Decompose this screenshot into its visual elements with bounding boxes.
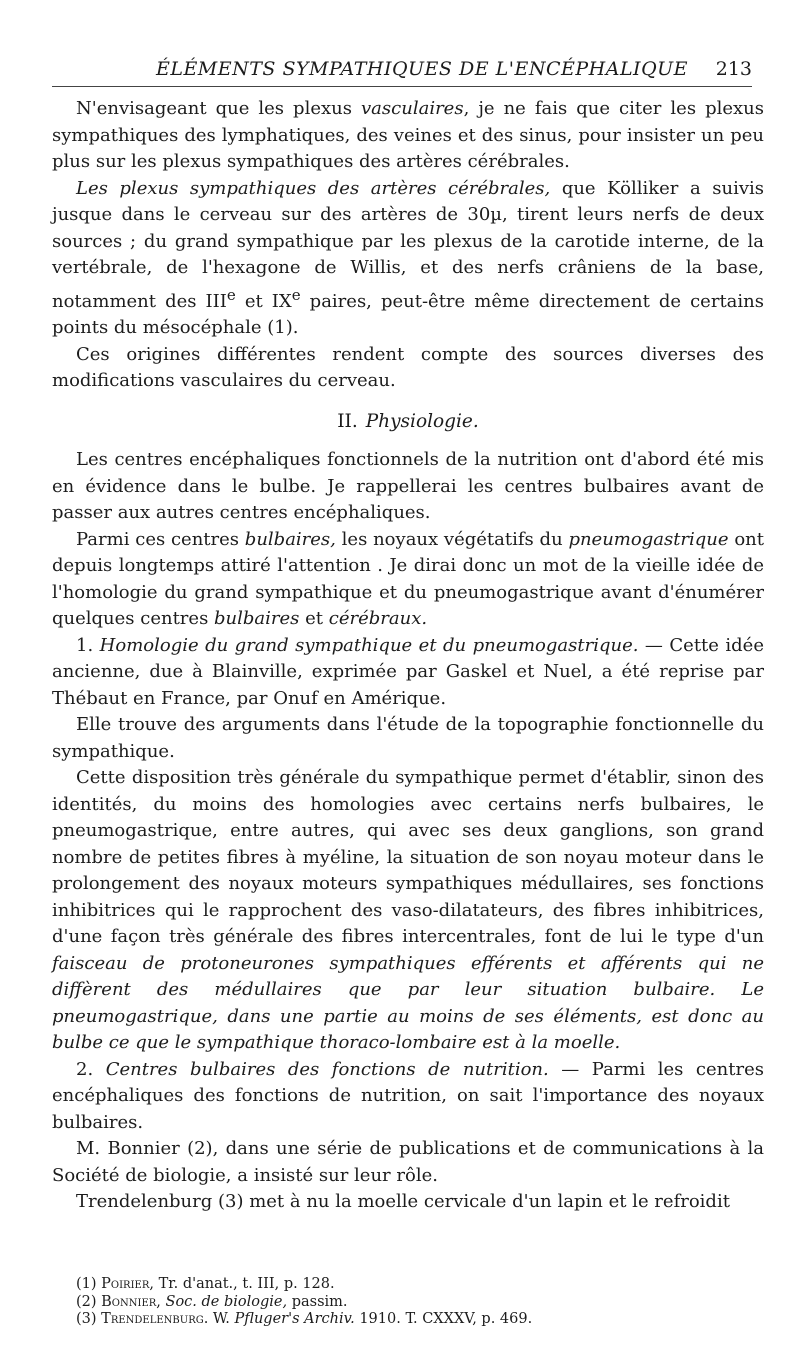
section-title: Physiologie. [365, 410, 479, 432]
paragraph-6: 1. Homologie du grand sympathique et du pneumogastrique. — Cette idée ancienne, due à Blainville, exprimée par Gaskel et Nuel, a été reprise par Thébaut en France, par Onuf en Amérique. [52, 634, 764, 709]
paragraph-8: Cette disposition très générale du sympathique permet d'établir, sinon des identités, du moins des homologies avec certains nerfs bulbaires, le pneumogastrique, entre autres, qui avec ses deux ganglions, son grand nombre de petites fibres à myéline, la situation de son noyau moteur dans le prolongement des noyaux moteurs sympathiques médullaires, ses fonctions inhibitrices qui le rapprochent des vaso-dilatateurs, des fibres inhibitrices, d'une façon très générale des fibres intercentrales, font de lui le type d'un faisceau de protoneurones sympathiques efférents et afférents qui ne diffèrent des médullaires que par leur situation bulbaire. Le pneumogastrique, dans une partie au moins de ses éléments, est donc au bulbe ce que le sympathique thoraco-lombaire est à la moelle. [52, 767, 764, 1053]
footnote-2: (2) Bonnier, Soc. de biologie, passim. [76, 1293, 348, 1310]
header-rule [52, 86, 752, 87]
paragraph-10: M. Bonnier (2), dans une série de publications et de communications à la Société de biologie, a insisté sur leur rôle. [52, 1138, 764, 1186]
section-heading [52, 409, 764, 436]
footnote-3: (3) Trendelenburg. W. Pfluger's Archiv. 1910. T. CXXXV, p. 469. [76, 1311, 533, 1327]
paragraph-11: Trendelenburg (3) met à nu la moelle cervicale d'un lapin et le refroidit [76, 1191, 730, 1212]
footnote-1: (1) Poirier, Tr. d'anat., t. III, p. 128. [76, 1276, 335, 1292]
paragraph-5: Parmi ces centres bulbaires, les noyaux végétatifs du pneumogastrique ont depuis longtemps attiré l'attention . Je dirai donc un mot de la vieille idée de l'homologie du grand sympathique et du pneumogastrique avant d'énumérer quelques centres bulbaires et cérébraux. [52, 528, 764, 629]
page-number: 213 [715, 58, 752, 80]
running-title: ÉLÉMENTS SYMPATHIQUES DE L'ENCÉPHALIQUE [155, 58, 689, 80]
paragraph-2: Les plexus sympathiques des artères cérébrales, que Kölliker a suivis jusque dans le cerveau sur des artères de 30µ, tirent leurs nerfs de deux sources ; du grand sympathique par les plexus de la carotide interne, de la vertébrale, de l'hexagone de Willis, et des nerfs crâniens de la base, notamment des IIIe et IXe paires, peut-être même directement de certains points du mésocéphale (1). [52, 177, 764, 338]
paragraph-1: N'envisageant que les plexus vasculaires, je ne fais que citer les plexus sympathiques des lymphatiques, des veines et des sinus, pour insister un peu plus sur les plexus sympathiques des artères cérébrales. [52, 98, 765, 172]
paragraph-7: Elle trouve des arguments dans l'étude de la topographie fonctionnelle du sympathique. [52, 714, 764, 762]
footnotes [76, 1276, 756, 1329]
paragraph-9: 2. Centres bulbaires des fonctions de nutrition. — Parmi les centres encéphaliques des fonctions de nutrition, on sait l'importance des noyaux bulbaires. [52, 1058, 764, 1133]
paragraph-3: Ces origines différentes rendent compte des sources diverses des modifications vasculaires du cerveau. [52, 343, 764, 391]
section-number: II. [337, 410, 358, 432]
paragraph-4: Les centres encéphaliques fonctionnels de la nutrition ont d'abord été mis en évidence dans le bulbe. Je rappellerai les centres bulbaires avant de passer aux autres centres encéphaliques. [52, 449, 764, 523]
running-header [92, 58, 752, 88]
body-text [52, 96, 764, 1216]
